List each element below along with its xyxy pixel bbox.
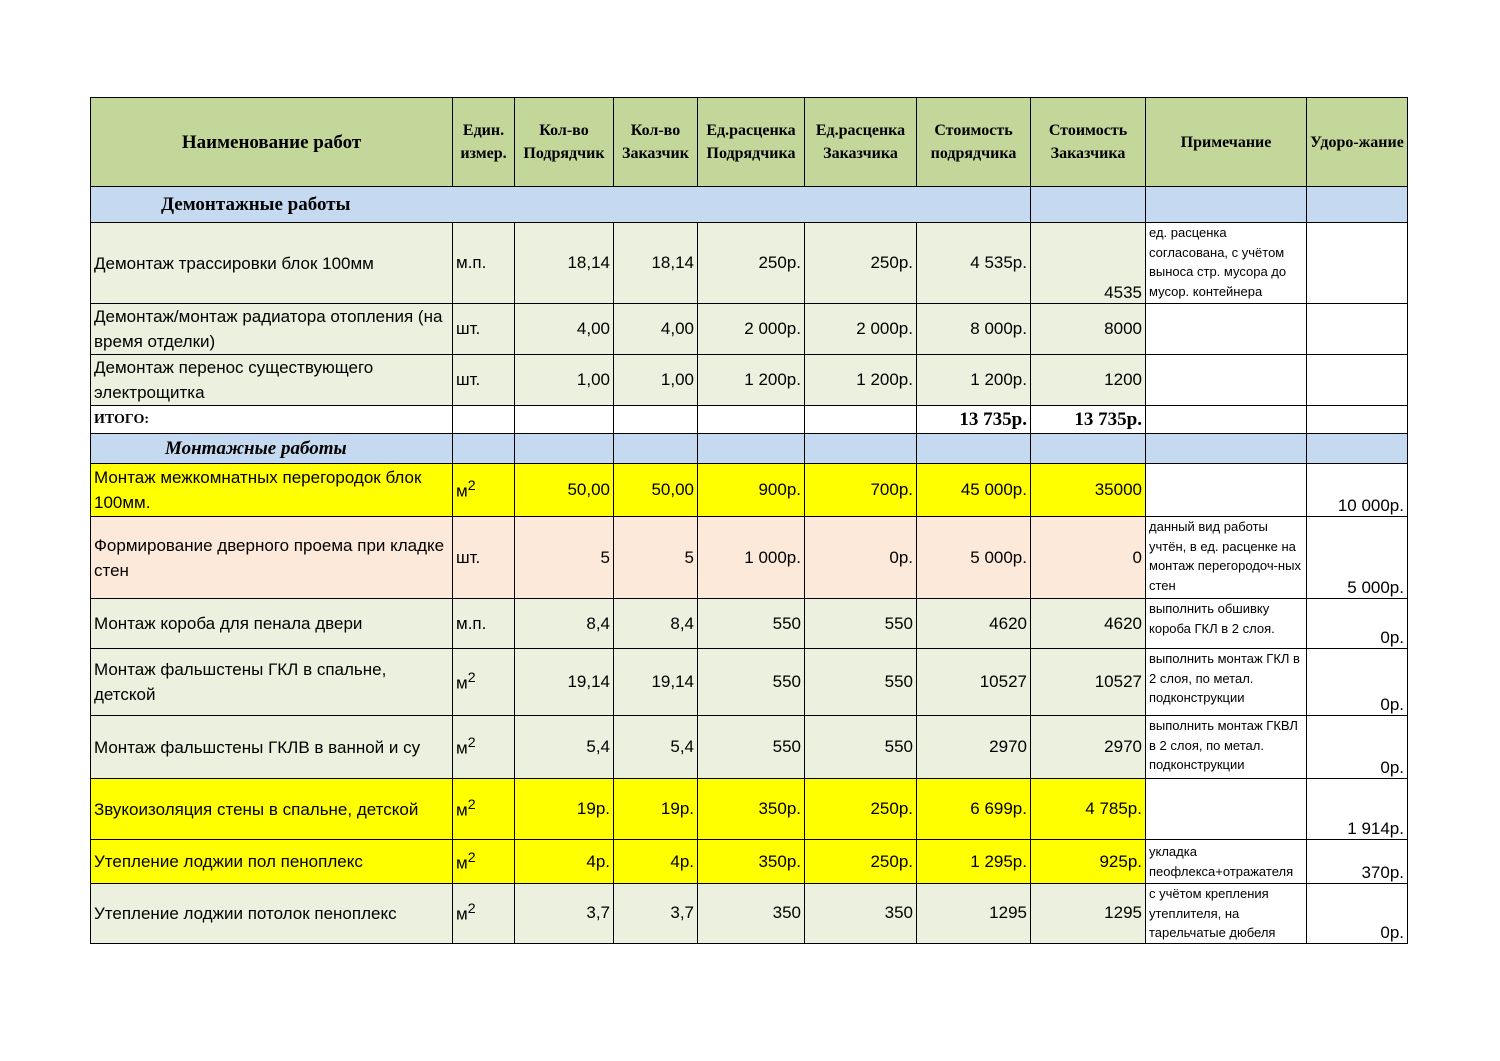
section-row-demolition [91, 187, 1408, 223]
totals-label: ИТОГО: [91, 406, 453, 434]
totals-row [91, 406, 1408, 434]
table-row: Демонтаж перенос существующего электрощитка шт. 1,00 1,00 1 200р. 1 200р. 1 200р. 1200 [91, 355, 1408, 406]
col-header-qty-contractor: Кол-во Подрядчик [515, 98, 614, 187]
col-header-name: Наименование работ [91, 98, 453, 187]
section-row-installation [91, 434, 1408, 464]
header-row [91, 98, 1408, 187]
section-title-installation: Монтажные работы [91, 434, 453, 464]
table-row: Звукоизоляция стены в спальне, детской $м^2$ 19р. 19р. 350р. 250р. 6 699р. 4 785р. 1 914р. [91, 779, 1408, 840]
table-row: Утепление лоджии потолок пеноплекс $м^2$ 3,7 3,7 350 350 1295 1295 с учётом крепления утеплителя, на тарельчатые дюбеля 0р. [91, 884, 1408, 944]
table-row: Формирование дверного проема при кладке стен шт. 5 5 1 000р. 0р. 5 000р. 0 данный вид работы учтён, в ед. расценке на монтаж перегородоч-ных стен 5 000р. [91, 517, 1408, 599]
note-cell: ед. расценка согласована, с учётом выноса стр. мусора до мусор. контейнера [1146, 223, 1307, 304]
col-header-rate-contractor: Ед.расценка Подрядчика [698, 98, 805, 187]
col-header-cost-customer: Стоимость Заказчика [1031, 98, 1146, 187]
table-row: Монтаж межкомнатных перегородок блок 100мм. $м^2$ 50,00 50,00 900р. 700р. 45 000р. 35000 10 000р. [91, 464, 1408, 517]
col-header-price-reduction: Удоро-жание [1307, 98, 1408, 187]
table-row: Монтаж фальшстены ГКЛ в спальне, детской $м^2$ 19,14 19,14 550 550 10527 10527 выполнить монтаж ГКЛ в 2 слоя, по метал. подконструкции 0р. [91, 649, 1408, 716]
table-row: Утепление лоджии пол пеноплекс $м^2$ 4р. 4р. 350р. 250р. 1 295р. 925р. укладка пеофлекса+отражателя 370р. [91, 840, 1408, 884]
estimate-table [90, 97, 1408, 944]
table-row: Демонтаж трассировки блок 100мм м.п. 18,14 18,14 250р. 250р. 4 535р. 4535 ед. расценка согласована, с учётом выноса стр. мусора до мусор. контейнера [91, 223, 1408, 304]
col-header-qty-customer: Кол-во Заказчик [614, 98, 698, 187]
total-cost-contractor: 13 735р. [917, 406, 1031, 434]
col-header-rate-customer: Ед.расценка Заказчика [805, 98, 917, 187]
col-header-unit: Един. измер. [453, 98, 515, 187]
section-title-demolition: Демонтажные работы [91, 187, 1031, 223]
col-header-note: Примечание [1146, 98, 1307, 187]
col-header-cost-contractor: Стоимость подрядчика [917, 98, 1031, 187]
table-row: Монтаж короба для пенала двери м.п. 8,4 8,4 550 550 4620 4620 выполнить обшивку короба ГКЛ в 2 слоя. 0р. [91, 599, 1408, 649]
total-cost-customer: 13 735р. [1031, 406, 1146, 434]
table-row: Демонтаж/монтаж радиатора отопления (на время отделки) шт. 4,00 4,00 2 000р. 2 000р. 8 000р. 8000 [91, 304, 1408, 355]
table-row: Монтаж фальшстены ГКЛВ в ванной и су $м^2$ 5,4 5,4 550 550 2970 2970 выполнить монтаж ГКВЛ в 2 слоя, по метал. подконструкции 0р. [91, 716, 1408, 779]
price-reduction-cell: 10 000р. [1307, 464, 1408, 517]
